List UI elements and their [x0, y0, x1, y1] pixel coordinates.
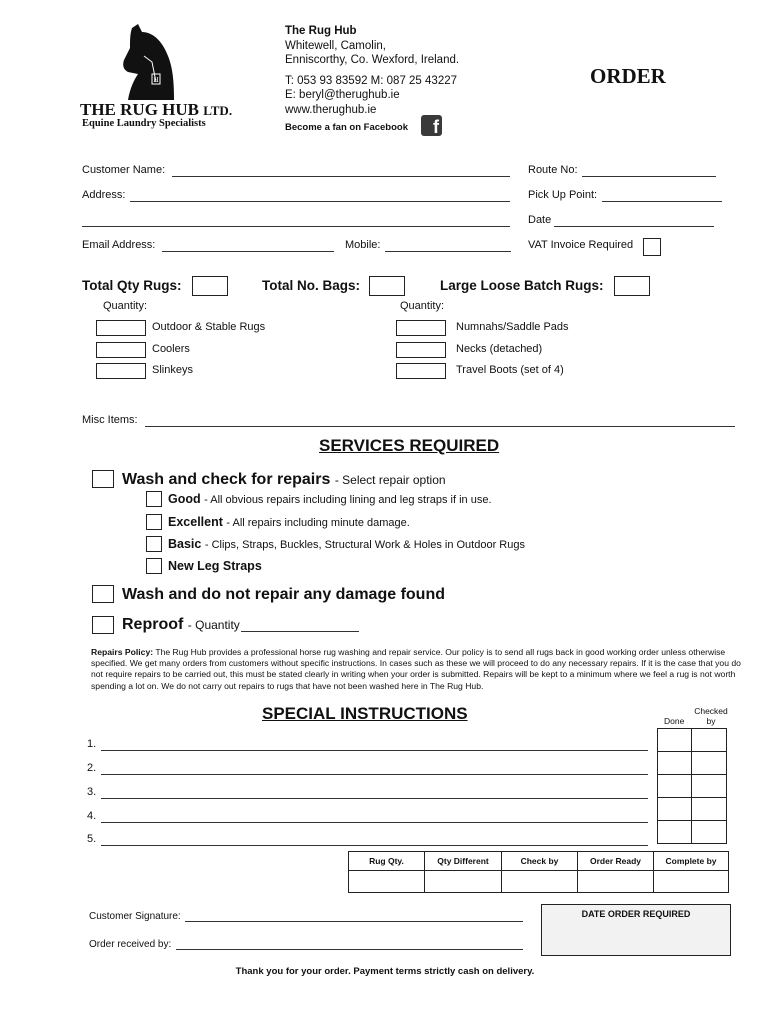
reproof-sub: - Quantity	[187, 618, 240, 632]
footer-text: Thank you for your order. Payment terms strictly cash on delivery.	[235, 966, 535, 977]
loose-batch-label: Large Loose Batch Rugs:	[440, 278, 604, 293]
option-name: Excellent	[168, 515, 223, 529]
checked-cell[interactable]	[692, 798, 727, 821]
wash-check-sub: - Select repair option	[334, 473, 446, 487]
item-label: Slinkeys	[152, 364, 193, 376]
done-cell[interactable]	[658, 775, 692, 798]
policy-label: Repairs Policy:	[91, 647, 154, 657]
outdoor-stable-qty-box[interactable]	[96, 320, 146, 336]
total-qty-rugs-box[interactable]	[192, 276, 228, 296]
company-logo	[80, 22, 280, 134]
address-line-2-field[interactable]	[82, 226, 510, 227]
loose-batch-box[interactable]	[614, 276, 650, 296]
order-received-line[interactable]	[176, 949, 523, 950]
company-name: The Rug Hub	[285, 25, 357, 37]
total-bags-box[interactable]	[369, 276, 405, 296]
option-desc: - All obvious repairs including lining and leg straps if in use.	[204, 494, 492, 506]
company-info	[285, 24, 460, 137]
repairs-policy	[91, 647, 741, 692]
facebook-text: Become a fan on Facebook	[285, 122, 409, 133]
date-order-required-box[interactable]	[541, 904, 731, 956]
email-label: Email Address:	[82, 239, 156, 251]
wash-check-checkbox[interactable]	[92, 470, 114, 488]
wash-no-repair-checkbox[interactable]	[92, 585, 114, 603]
pickup-point-label: Pick Up Point:	[528, 189, 598, 201]
email-address: E: beryl@therughub.ie	[285, 89, 400, 101]
option-name: Basic	[168, 537, 202, 551]
necks-qty-box[interactable]	[396, 342, 446, 358]
option-name: New Leg Straps	[168, 559, 262, 573]
mobile-label: Mobile:	[345, 239, 381, 251]
summary-header: Complete by	[654, 852, 729, 871]
date-order-required-label: DATE ORDER REQUIRED	[581, 909, 691, 919]
reproof-checkbox[interactable]	[92, 616, 114, 634]
checked-cell[interactable]	[692, 752, 727, 775]
slinkeys-qty-box[interactable]	[96, 363, 146, 379]
summary-header: Check by	[502, 852, 578, 871]
total-qty-rugs-label: Total Qty Rugs:	[82, 278, 182, 293]
option-desc: - All repairs including minute damage.	[226, 517, 410, 529]
done-cell[interactable]	[658, 821, 692, 844]
logo-suffix: LTD.	[203, 103, 233, 118]
instruction-line-3[interactable]	[101, 798, 648, 799]
address-line[interactable]	[130, 201, 510, 202]
complete-by-cell[interactable]	[654, 871, 729, 893]
form-title: ORDER	[590, 64, 666, 88]
instruction-line-4[interactable]	[101, 822, 648, 823]
wash-check-label: Wash and check for repairs	[122, 471, 331, 488]
date-line[interactable]	[554, 226, 714, 227]
misc-items-line[interactable]	[145, 426, 735, 427]
customer-name-label: Customer Name:	[82, 164, 166, 176]
reproof-label: Reproof	[122, 616, 184, 633]
rug-qty-cell[interactable]	[349, 871, 425, 893]
website: www.therughub.ie	[285, 103, 377, 116]
customer-name-line[interactable]	[172, 176, 510, 177]
instruction-number: 5.	[87, 833, 97, 845]
reproof-row	[122, 616, 240, 634]
numnahs-qty-box[interactable]	[396, 320, 446, 336]
quantity-label-right: Quantity:	[400, 300, 445, 312]
checked-by-label: Checked by	[694, 706, 728, 726]
vat-invoice-checkbox[interactable]	[643, 238, 661, 256]
instruction-line-2[interactable]	[101, 774, 648, 775]
vat-invoice-label: VAT Invoice Required	[528, 239, 634, 251]
option-desc: - Clips, Straps, Buckles, Structural Work & Holes in Outdoor Rugs	[204, 539, 525, 551]
svg-text:H: H	[153, 76, 159, 84]
facebook-icon: f	[421, 115, 442, 136]
instruction-number: 4.	[87, 810, 97, 822]
route-no-label: Route No:	[528, 164, 578, 176]
instruction-number: 3.	[87, 786, 97, 798]
misc-items-label: Misc Items:	[82, 414, 138, 426]
item-label: Numnahs/Saddle Pads	[456, 321, 569, 333]
checked-cell[interactable]	[692, 775, 727, 798]
done-checked-grid	[657, 728, 727, 844]
route-no-line[interactable]	[582, 176, 716, 177]
done-cell[interactable]	[658, 798, 692, 821]
good-checkbox[interactable]	[146, 491, 162, 507]
option-excellent	[168, 515, 410, 529]
date-label: Date	[528, 214, 552, 226]
logo-name: THE RUG HUB	[80, 100, 200, 119]
instruction-number: 2.	[87, 762, 97, 774]
coolers-qty-box[interactable]	[96, 342, 146, 358]
email-line[interactable]	[162, 251, 334, 252]
instruction-line-5[interactable]	[101, 845, 648, 846]
address-label: Address:	[82, 189, 126, 201]
check-by-cell[interactable]	[502, 871, 578, 893]
summary-header: Rug Qty.	[349, 852, 425, 871]
customer-signature-line[interactable]	[185, 921, 523, 922]
basic-checkbox[interactable]	[146, 536, 162, 552]
pickup-point-line[interactable]	[602, 201, 722, 202]
logo-wordmark	[80, 100, 232, 120]
horse-head-icon	[118, 22, 178, 102]
travel-boots-qty-box[interactable]	[396, 363, 446, 379]
done-cell[interactable]	[658, 729, 692, 752]
address-line-1: Whitewell, Camolin,	[285, 39, 386, 52]
done-label: Done	[664, 716, 685, 726]
customer-signature-label: Customer Signature:	[89, 911, 181, 922]
wash-no-repair-label: Wash and do not repair any damage found	[122, 586, 445, 603]
order-received-label: Order received by:	[89, 939, 172, 950]
instruction-number: 1.	[87, 738, 97, 750]
checked-cell[interactable]	[692, 821, 727, 844]
qty-different-cell[interactable]	[425, 871, 502, 893]
wash-check-row	[122, 471, 446, 489]
reproof-quantity-line[interactable]	[241, 631, 359, 632]
total-bags-label: Total No. Bags:	[262, 278, 361, 293]
summary-header: Qty Different	[425, 852, 502, 871]
excellent-checkbox[interactable]	[146, 514, 162, 530]
item-label: Necks (detached)	[456, 343, 543, 355]
quantity-label-left: Quantity:	[103, 300, 148, 312]
special-instructions-heading: SPECIAL INSTRUCTIONS	[262, 704, 468, 723]
option-new-leg-straps	[168, 559, 262, 573]
new-leg-straps-checkbox[interactable]	[146, 558, 162, 574]
services-heading: SERVICES REQUIRED	[319, 436, 500, 455]
summary-table	[348, 851, 729, 893]
summary-header: Order Ready	[578, 852, 654, 871]
instruction-line-1[interactable]	[101, 750, 648, 751]
logo-tagline: Equine Laundry Specialists	[82, 118, 206, 129]
option-name: Good	[168, 492, 201, 506]
item-label: Coolers	[152, 343, 190, 355]
option-good	[168, 492, 492, 506]
item-label: Travel Boots (set of 4)	[456, 364, 564, 376]
item-label: Outdoor & Stable Rugs	[152, 321, 266, 333]
order-ready-cell[interactable]	[578, 871, 654, 893]
option-basic	[168, 537, 525, 551]
mobile-line[interactable]	[385, 251, 511, 252]
checked-cell[interactable]	[692, 729, 727, 752]
address-line-2: Enniscorthy, Co. Wexford, Ireland.	[285, 54, 460, 66]
done-cell[interactable]	[658, 752, 692, 775]
phone-numbers: T: 053 93 83592 M: 087 25 43227	[285, 74, 458, 87]
policy-text: The Rug Hub provides a professional horse rug washing and repair service. Our policy is to send all rugs back in good working order unless otherwise specified. We get many orders from customers without specific instructions. In cases such as these we will proceed to do any necessary repairs. If it is the case that you do not require repairs to be carried out, this must be stated clearly in writing when your order is submitted. Repairs will be kept to a minimum where we feel a rug is not worth spending a lot on. We do not carry out repairs to rugs that have not been washed here in The Rug Hub.	[91, 647, 741, 691]
